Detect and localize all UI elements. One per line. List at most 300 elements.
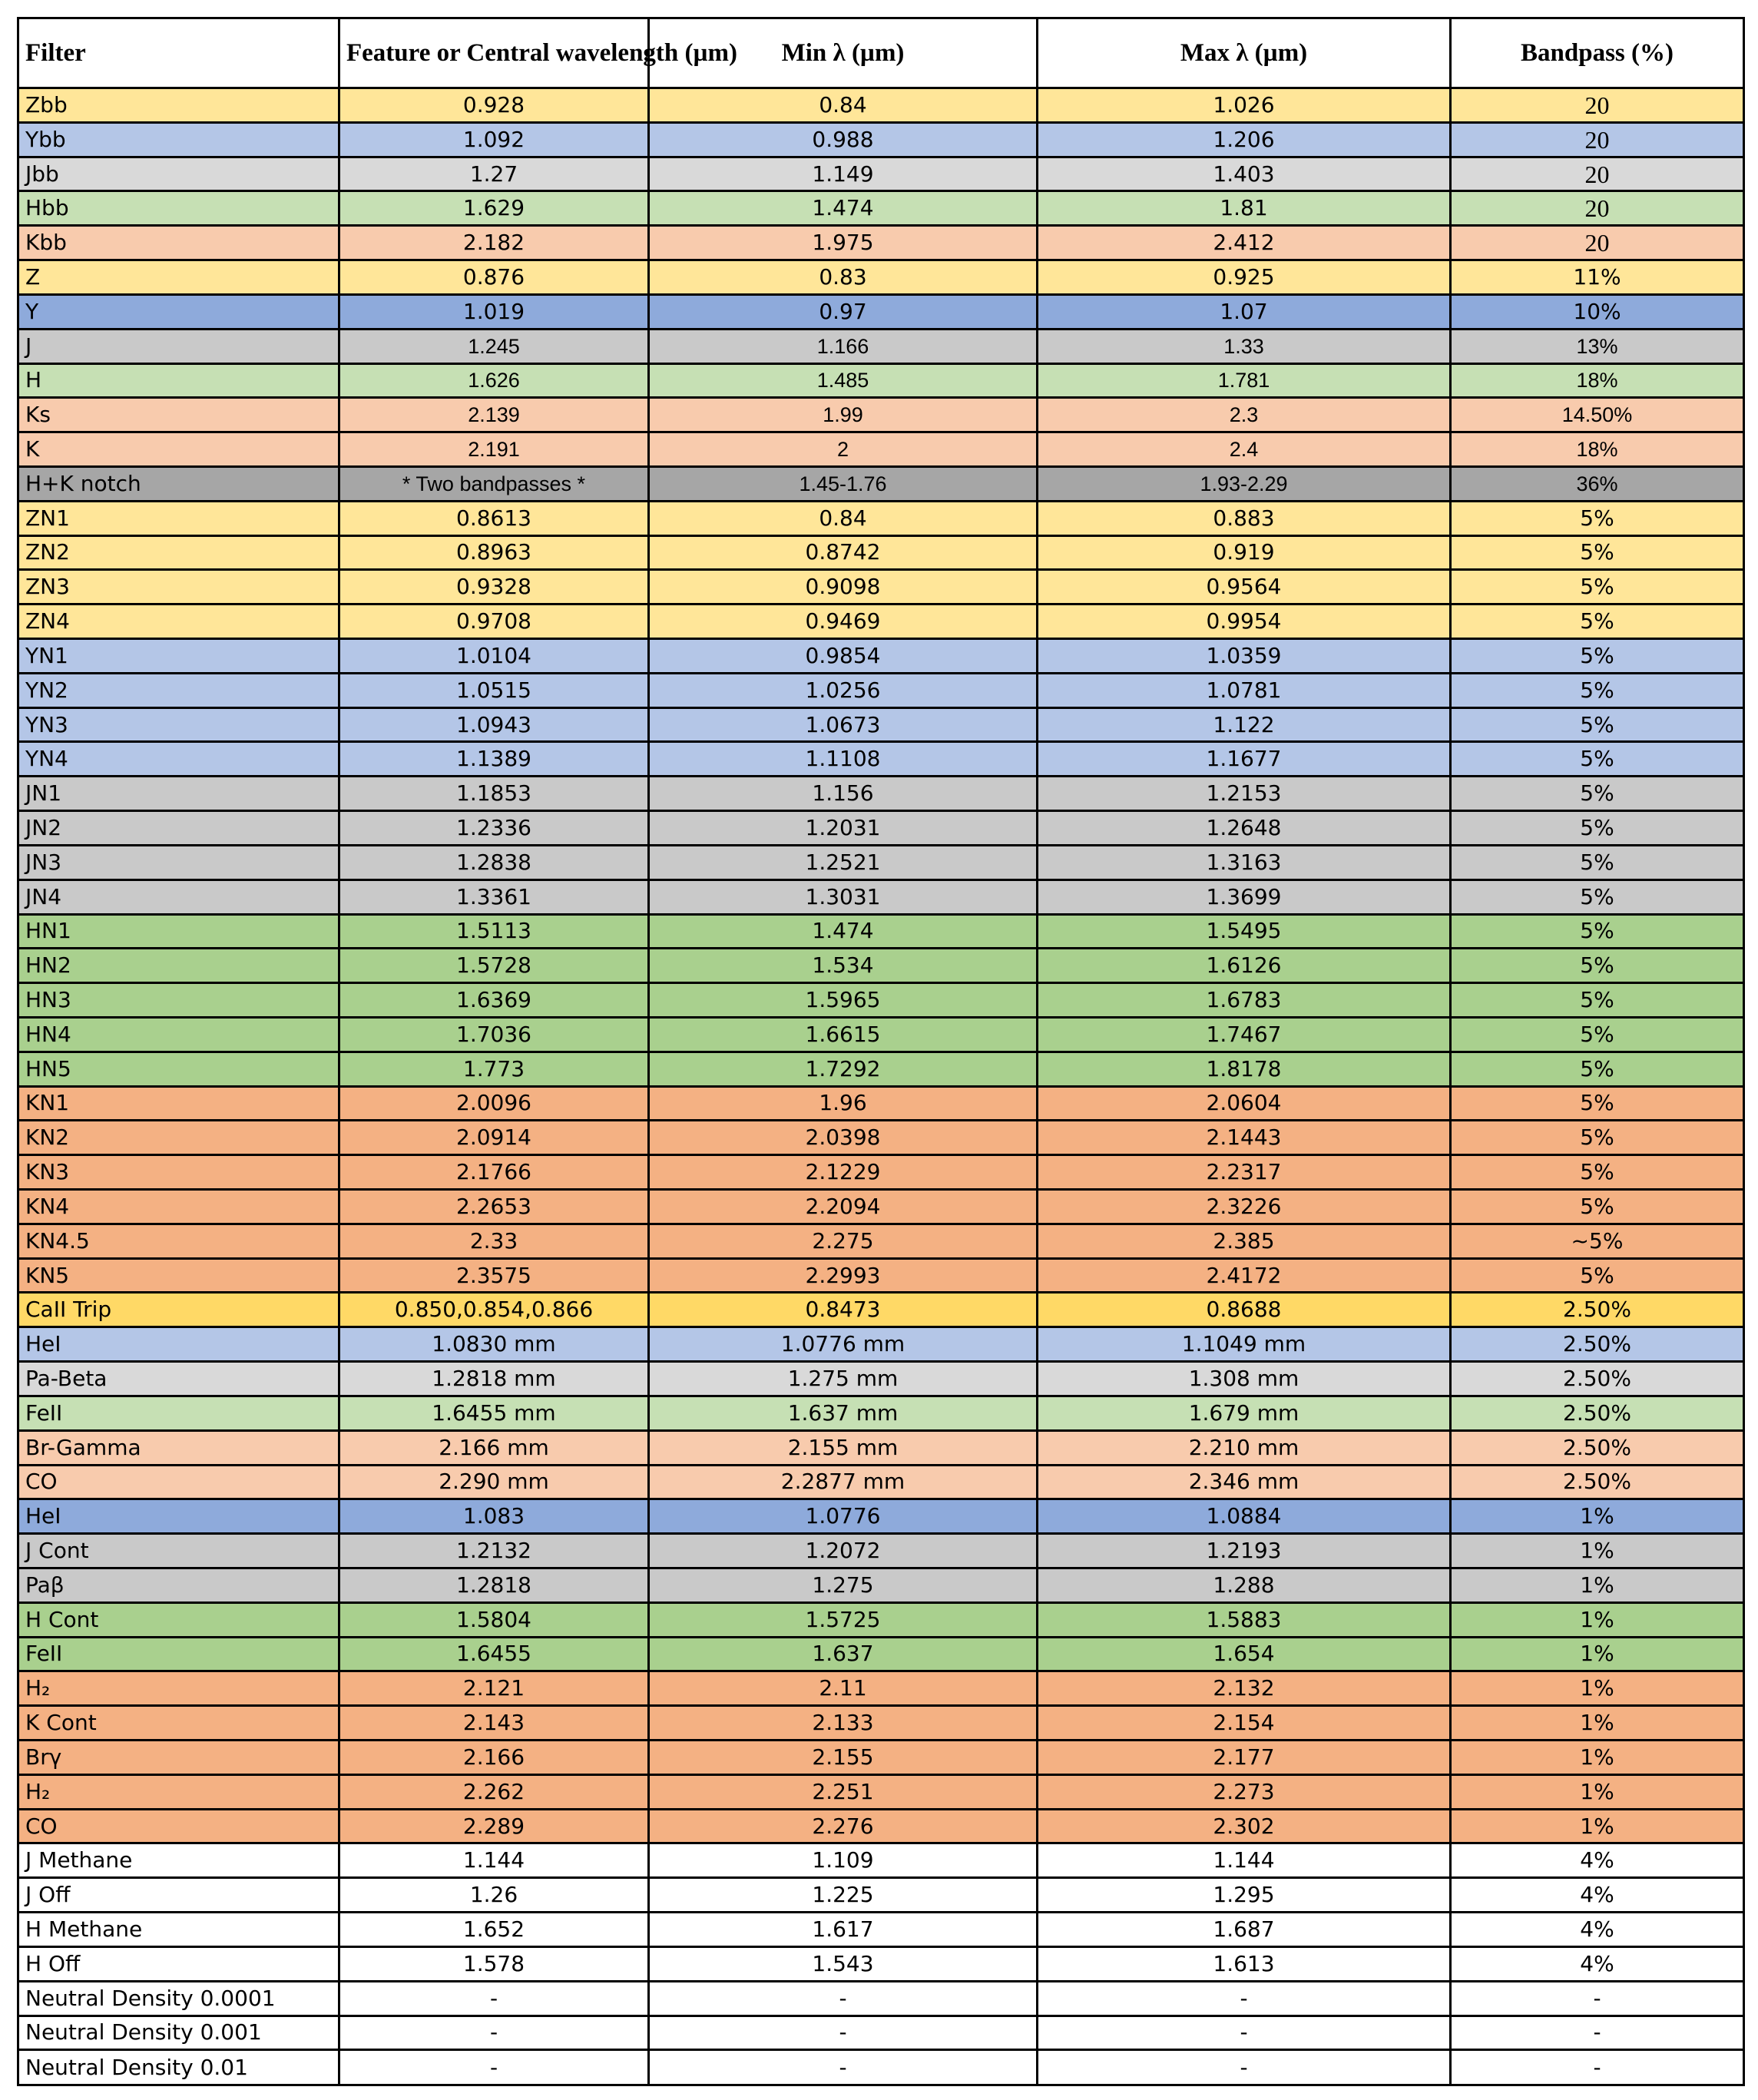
central-wavelength-cell: 2.290 mm xyxy=(339,1465,649,1499)
table-row xyxy=(18,191,1744,226)
min-wavelength-cell: 1.5725 xyxy=(649,1602,1038,1637)
filter-name-cell: H Methane xyxy=(18,1913,339,1947)
table-row xyxy=(18,1602,1744,1637)
max-wavelength-cell: 2.1443 xyxy=(1038,1121,1451,1155)
filter-name-cell: KN4.5 xyxy=(18,1224,339,1258)
max-wavelength-cell: 1.93-2.29 xyxy=(1038,466,1451,501)
filter-name-cell: H xyxy=(18,363,339,398)
min-wavelength-cell: 1.275 xyxy=(649,1568,1038,1602)
max-wavelength-cell: 1.5495 xyxy=(1038,914,1451,949)
header-max-wavelength: Max λ (µm) xyxy=(1038,18,1451,88)
max-wavelength-cell: 2.154 xyxy=(1038,1706,1451,1741)
bandpass-cell: 5% xyxy=(1451,501,1744,535)
central-wavelength-cell: 2.166 mm xyxy=(339,1430,649,1465)
header-bandpass: Bandpass (%) xyxy=(1451,18,1744,88)
central-wavelength-cell: 2.182 xyxy=(339,226,649,260)
bandpass-cell: 20 xyxy=(1451,157,1744,191)
filter-name-cell: CaII Trip xyxy=(18,1293,339,1327)
bandpass-cell: 5% xyxy=(1451,1258,1744,1293)
filter-name-cell: Br-Gamma xyxy=(18,1430,339,1465)
bandpass-cell: 4% xyxy=(1451,1946,1744,1981)
filter-name-cell: FeII xyxy=(18,1637,339,1671)
table-row xyxy=(18,88,1744,123)
min-wavelength-cell: 1.96 xyxy=(649,1086,1038,1121)
table-row xyxy=(18,226,1744,260)
min-wavelength-cell: 1.543 xyxy=(649,1946,1038,1981)
max-wavelength-cell: 1.0359 xyxy=(1038,639,1451,674)
table-row xyxy=(18,777,1744,811)
central-wavelength-cell: 1.652 xyxy=(339,1913,649,1947)
min-wavelength-cell: 1.3031 xyxy=(649,879,1038,914)
central-wavelength-cell: 1.629 xyxy=(339,191,649,226)
max-wavelength-cell: 1.07 xyxy=(1038,294,1451,329)
central-wavelength-cell: 1.5804 xyxy=(339,1602,649,1637)
table-row xyxy=(18,329,1744,363)
min-wavelength-cell: 0.97 xyxy=(649,294,1038,329)
filter-name-cell: HN3 xyxy=(18,983,339,1018)
bandpass-cell: 5% xyxy=(1451,639,1744,674)
central-wavelength-cell: - xyxy=(339,2050,649,2085)
bandpass-cell: 36% xyxy=(1451,466,1744,501)
bandpass-cell: 13% xyxy=(1451,329,1744,363)
min-wavelength-cell: 2.276 xyxy=(649,1809,1038,1843)
bandpass-cell: 1% xyxy=(1451,1534,1744,1568)
filter-name-cell: YN3 xyxy=(18,707,339,742)
central-wavelength-cell: 2.191 xyxy=(339,432,649,467)
min-wavelength-cell: - xyxy=(649,2050,1038,2085)
max-wavelength-cell: 2.3 xyxy=(1038,398,1451,432)
filter-name-cell: ZN2 xyxy=(18,535,339,570)
min-wavelength-cell: 2.251 xyxy=(649,1774,1038,1809)
min-wavelength-cell: 1.1108 xyxy=(649,742,1038,777)
filter-name-cell: Z xyxy=(18,260,339,295)
bandpass-cell: - xyxy=(1451,2050,1744,2085)
table-row xyxy=(18,1293,1744,1327)
min-wavelength-cell: 1.149 xyxy=(649,157,1038,191)
header-central-wavelength: Feature or Central wavelength (µm) xyxy=(339,18,649,88)
table-row xyxy=(18,1946,1744,1981)
filter-name-cell: HN2 xyxy=(18,949,339,983)
central-wavelength-cell: 0.8963 xyxy=(339,535,649,570)
filter-name-cell: CO xyxy=(18,1465,339,1499)
min-wavelength-cell: 1.975 xyxy=(649,226,1038,260)
bandpass-cell: 20 xyxy=(1451,191,1744,226)
central-wavelength-cell: 1.1389 xyxy=(339,742,649,777)
central-wavelength-cell: 1.6369 xyxy=(339,983,649,1018)
table-row xyxy=(18,1671,1744,1706)
filter-name-cell: HeI xyxy=(18,1327,339,1362)
bandpass-cell: 5% xyxy=(1451,570,1744,604)
bandpass-cell: ~5% xyxy=(1451,1224,1744,1258)
min-wavelength-cell: 1.99 xyxy=(649,398,1038,432)
max-wavelength-cell: 0.9954 xyxy=(1038,604,1451,639)
max-wavelength-cell: 1.026 xyxy=(1038,88,1451,123)
min-wavelength-cell: 1.637 mm xyxy=(649,1396,1038,1430)
bandpass-cell: 14.50% xyxy=(1451,398,1744,432)
min-wavelength-cell: 1.0776 mm xyxy=(649,1327,1038,1362)
filter-name-cell: YN2 xyxy=(18,673,339,707)
table-row xyxy=(18,1534,1744,1568)
min-wavelength-cell: 1.156 xyxy=(649,777,1038,811)
filter-name-cell: YN1 xyxy=(18,639,339,674)
bandpass-cell: 20 xyxy=(1451,122,1744,157)
bandpass-cell: 18% xyxy=(1451,363,1744,398)
central-wavelength-cell: 1.2132 xyxy=(339,1534,649,1568)
min-wavelength-cell: 1.225 xyxy=(649,1878,1038,1913)
min-wavelength-cell: 1.0673 xyxy=(649,707,1038,742)
bandpass-cell: 2.50% xyxy=(1451,1362,1744,1396)
central-wavelength-cell: 2.121 xyxy=(339,1671,649,1706)
filter-name-cell: Neutral Density 0.0001 xyxy=(18,1981,339,2016)
bandpass-cell: - xyxy=(1451,1981,1744,2016)
filter-name-cell: Paβ xyxy=(18,1568,339,1602)
bandpass-cell: 5% xyxy=(1451,949,1744,983)
max-wavelength-cell: 1.687 xyxy=(1038,1913,1451,1947)
filter-name-cell: KN2 xyxy=(18,1121,339,1155)
central-wavelength-cell: 1.6455 xyxy=(339,1637,649,1671)
table-row xyxy=(18,879,1744,914)
bandpass-cell: 5% xyxy=(1451,811,1744,846)
central-wavelength-cell: 2.0096 xyxy=(339,1086,649,1121)
filter-name-cell: Neutral Density 0.001 xyxy=(18,2016,339,2050)
filter-name-cell: HN4 xyxy=(18,1017,339,1052)
max-wavelength-cell: 1.1049 mm xyxy=(1038,1327,1451,1362)
min-wavelength-cell: 1.7292 xyxy=(649,1052,1038,1086)
min-wavelength-cell: 0.9098 xyxy=(649,570,1038,604)
central-wavelength-cell: 0.876 xyxy=(339,260,649,295)
table-row xyxy=(18,1809,1744,1843)
max-wavelength-cell: - xyxy=(1038,1981,1451,2016)
filter-name-cell: Neutral Density 0.01 xyxy=(18,2050,339,2085)
bandpass-cell: 5% xyxy=(1451,1017,1744,1052)
max-wavelength-cell: 2.132 xyxy=(1038,1671,1451,1706)
table-row xyxy=(18,1017,1744,1052)
max-wavelength-cell: 1.81 xyxy=(1038,191,1451,226)
filter-name-cell: JN2 xyxy=(18,811,339,846)
table-row xyxy=(18,1121,1744,1155)
filter-name-cell: Hbb xyxy=(18,191,339,226)
min-wavelength-cell: 1.2072 xyxy=(649,1534,1038,1568)
max-wavelength-cell: 1.144 xyxy=(1038,1843,1451,1878)
min-wavelength-cell: 1.5965 xyxy=(649,983,1038,1018)
min-wavelength-cell: 2.155 mm xyxy=(649,1430,1038,1465)
filter-name-cell: ZN3 xyxy=(18,570,339,604)
min-wavelength-cell: 1.6615 xyxy=(649,1017,1038,1052)
central-wavelength-cell: 2.2653 xyxy=(339,1190,649,1224)
max-wavelength-cell: 1.5883 xyxy=(1038,1602,1451,1637)
central-wavelength-cell: 2.1766 xyxy=(339,1155,649,1190)
table-row xyxy=(18,501,1744,535)
filter-name-cell: HN1 xyxy=(18,914,339,949)
max-wavelength-cell: 1.654 xyxy=(1038,1637,1451,1671)
min-wavelength-cell: 0.83 xyxy=(649,260,1038,295)
central-wavelength-cell: 1.27 xyxy=(339,157,649,191)
table-row xyxy=(18,1327,1744,1362)
bandpass-cell: 2.50% xyxy=(1451,1327,1744,1362)
max-wavelength-cell: 1.7467 xyxy=(1038,1017,1451,1052)
filter-name-cell: J xyxy=(18,329,339,363)
filter-name-cell: KN5 xyxy=(18,1258,339,1293)
central-wavelength-cell: 1.2818 mm xyxy=(339,1362,649,1396)
table-row xyxy=(18,1843,1744,1878)
central-wavelength-cell: 1.0515 xyxy=(339,673,649,707)
max-wavelength-cell: 2.273 xyxy=(1038,1774,1451,1809)
bandpass-cell: 2.50% xyxy=(1451,1430,1744,1465)
bandpass-cell: 1% xyxy=(1451,1671,1744,1706)
central-wavelength-cell: 1.626 xyxy=(339,363,649,398)
table-row xyxy=(18,1155,1744,1190)
filter-name-cell: H Cont xyxy=(18,1602,339,1637)
table-row xyxy=(18,914,1744,949)
max-wavelength-cell: 1.613 xyxy=(1038,1946,1451,1981)
filter-name-cell: K Cont xyxy=(18,1706,339,1741)
min-wavelength-cell: 2.275 xyxy=(649,1224,1038,1258)
filter-name-cell: H Off xyxy=(18,1946,339,1981)
bandpass-cell: 1% xyxy=(1451,1499,1744,1534)
min-wavelength-cell: 2.0398 xyxy=(649,1121,1038,1155)
table-row xyxy=(18,1258,1744,1293)
table-row xyxy=(18,1878,1744,1913)
filter-name-cell: J Cont xyxy=(18,1534,339,1568)
table-row xyxy=(18,639,1744,674)
central-wavelength-cell: 2.33 xyxy=(339,1224,649,1258)
central-wavelength-cell: 1.1853 xyxy=(339,777,649,811)
table-row xyxy=(18,1637,1744,1671)
max-wavelength-cell: 0.8688 xyxy=(1038,1293,1451,1327)
table-row xyxy=(18,157,1744,191)
max-wavelength-cell: 1.295 xyxy=(1038,1878,1451,1913)
bandpass-cell: 1% xyxy=(1451,1568,1744,1602)
min-wavelength-cell: 0.8473 xyxy=(649,1293,1038,1327)
min-wavelength-cell: 0.84 xyxy=(649,88,1038,123)
bandpass-cell: 5% xyxy=(1451,914,1744,949)
table-row xyxy=(18,260,1744,295)
max-wavelength-cell: 1.308 mm xyxy=(1038,1362,1451,1396)
max-wavelength-cell: 2.4172 xyxy=(1038,1258,1451,1293)
filter-name-cell: Zbb xyxy=(18,88,339,123)
min-wavelength-cell: 1.2521 xyxy=(649,845,1038,879)
bandpass-cell: 1% xyxy=(1451,1741,1744,1775)
bandpass-cell: 5% xyxy=(1451,1052,1744,1086)
filter-name-cell: CO xyxy=(18,1809,339,1843)
central-wavelength-cell: 0.9328 xyxy=(339,570,649,604)
bandpass-cell: 5% xyxy=(1451,742,1744,777)
bandpass-cell: 5% xyxy=(1451,535,1744,570)
max-wavelength-cell: 2.210 mm xyxy=(1038,1430,1451,1465)
bandpass-cell: 5% xyxy=(1451,707,1744,742)
bandpass-cell: 2.50% xyxy=(1451,1465,1744,1499)
bandpass-cell: 5% xyxy=(1451,983,1744,1018)
filter-name-cell: H₂ xyxy=(18,1774,339,1809)
min-wavelength-cell: 1.637 xyxy=(649,1637,1038,1671)
filter-name-cell: Brγ xyxy=(18,1741,339,1775)
table-row xyxy=(18,604,1744,639)
filter-name-cell: Pa-Beta xyxy=(18,1362,339,1396)
table-row xyxy=(18,1774,1744,1809)
min-wavelength-cell: 0.84 xyxy=(649,501,1038,535)
bandpass-cell: 1% xyxy=(1451,1809,1744,1843)
table-row xyxy=(18,1086,1744,1121)
min-wavelength-cell: 1.45-1.76 xyxy=(649,466,1038,501)
table-row xyxy=(18,949,1744,983)
central-wavelength-cell: 1.2838 xyxy=(339,845,649,879)
min-wavelength-cell: 1.166 xyxy=(649,329,1038,363)
min-wavelength-cell: 2.133 xyxy=(649,1706,1038,1741)
central-wavelength-cell: 1.0830 mm xyxy=(339,1327,649,1362)
filter-name-cell: KN3 xyxy=(18,1155,339,1190)
max-wavelength-cell: 1.2193 xyxy=(1038,1534,1451,1568)
min-wavelength-cell: 1.0776 xyxy=(649,1499,1038,1534)
bandpass-cell: 5% xyxy=(1451,673,1744,707)
central-wavelength-cell: 1.3361 xyxy=(339,879,649,914)
min-wavelength-cell: 2.11 xyxy=(649,1671,1038,1706)
table-row xyxy=(18,1981,1744,2016)
max-wavelength-cell: 1.0884 xyxy=(1038,1499,1451,1534)
central-wavelength-cell: 2.262 xyxy=(339,1774,649,1809)
central-wavelength-cell: 1.773 xyxy=(339,1052,649,1086)
bandpass-cell: 5% xyxy=(1451,1155,1744,1190)
central-wavelength-cell: 1.6455 mm xyxy=(339,1396,649,1430)
bandpass-cell: 2.50% xyxy=(1451,1293,1744,1327)
table-row xyxy=(18,1052,1744,1086)
max-wavelength-cell: 2.2317 xyxy=(1038,1155,1451,1190)
filter-name-cell: Y xyxy=(18,294,339,329)
bandpass-cell: 1% xyxy=(1451,1706,1744,1741)
max-wavelength-cell: 1.3699 xyxy=(1038,879,1451,914)
max-wavelength-cell: 1.2153 xyxy=(1038,777,1451,811)
filter-name-cell: JN1 xyxy=(18,777,339,811)
max-wavelength-cell: 1.2648 xyxy=(1038,811,1451,846)
min-wavelength-cell: 1.275 mm xyxy=(649,1362,1038,1396)
central-wavelength-cell: 0.928 xyxy=(339,88,649,123)
filter-name-cell: K xyxy=(18,432,339,467)
filter-name-cell: Ybb xyxy=(18,122,339,157)
central-wavelength-cell: 1.0943 xyxy=(339,707,649,742)
filter-name-cell: JN4 xyxy=(18,879,339,914)
max-wavelength-cell: 2.385 xyxy=(1038,1224,1451,1258)
filter-name-cell: KN4 xyxy=(18,1190,339,1224)
max-wavelength-cell: 1.288 xyxy=(1038,1568,1451,1602)
filter-name-cell: KN1 xyxy=(18,1086,339,1121)
max-wavelength-cell: 2.346 mm xyxy=(1038,1465,1451,1499)
filter-name-cell: HN5 xyxy=(18,1052,339,1086)
bandpass-cell: 2.50% xyxy=(1451,1396,1744,1430)
max-wavelength-cell: 2.4 xyxy=(1038,432,1451,467)
max-wavelength-cell: 1.122 xyxy=(1038,707,1451,742)
table-row xyxy=(18,432,1744,467)
bandpass-cell: 5% xyxy=(1451,604,1744,639)
min-wavelength-cell: 2.2094 xyxy=(649,1190,1038,1224)
max-wavelength-cell: - xyxy=(1038,2016,1451,2050)
max-wavelength-cell: 2.302 xyxy=(1038,1809,1451,1843)
table-row xyxy=(18,983,1744,1018)
filter-name-cell: H+K notch xyxy=(18,466,339,501)
max-wavelength-cell: 2.3226 xyxy=(1038,1190,1451,1224)
min-wavelength-cell: 1.534 xyxy=(649,949,1038,983)
table-row xyxy=(18,1913,1744,1947)
table-row xyxy=(18,811,1744,846)
table-row xyxy=(18,398,1744,432)
filter-name-cell: H₂ xyxy=(18,1671,339,1706)
min-wavelength-cell: - xyxy=(649,1981,1038,2016)
table-row xyxy=(18,1396,1744,1430)
central-wavelength-cell: 2.289 xyxy=(339,1809,649,1843)
table-row xyxy=(18,122,1744,157)
central-wavelength-cell: 2.0914 xyxy=(339,1121,649,1155)
table-row xyxy=(18,1190,1744,1224)
min-wavelength-cell: 2.2993 xyxy=(649,1258,1038,1293)
central-wavelength-cell: 1.245 xyxy=(339,329,649,363)
central-wavelength-cell: 0.8613 xyxy=(339,501,649,535)
central-wavelength-cell: 2.139 xyxy=(339,398,649,432)
bandpass-cell: 11% xyxy=(1451,260,1744,295)
bandpass-cell: 5% xyxy=(1451,777,1744,811)
central-wavelength-cell: 1.019 xyxy=(339,294,649,329)
table-row xyxy=(18,845,1744,879)
table-row xyxy=(18,1741,1744,1775)
central-wavelength-cell: 1.2336 xyxy=(339,811,649,846)
central-wavelength-cell: 1.083 xyxy=(339,1499,649,1534)
central-wavelength-cell: 1.7036 xyxy=(339,1017,649,1052)
table-row xyxy=(18,742,1744,777)
table-row xyxy=(18,570,1744,604)
max-wavelength-cell: 0.919 xyxy=(1038,535,1451,570)
min-wavelength-cell: 0.9469 xyxy=(649,604,1038,639)
bandpass-cell: 5% xyxy=(1451,879,1744,914)
central-wavelength-cell: - xyxy=(339,2016,649,2050)
min-wavelength-cell: 2 xyxy=(649,432,1038,467)
table-row xyxy=(18,1224,1744,1258)
min-wavelength-cell: 1.617 xyxy=(649,1913,1038,1947)
filter-name-cell: Kbb xyxy=(18,226,339,260)
central-wavelength-cell: * Two bandpasses * xyxy=(339,466,649,501)
table-header xyxy=(18,18,1744,88)
central-wavelength-cell: 0.9708 xyxy=(339,604,649,639)
filter-name-cell: ZN1 xyxy=(18,501,339,535)
bandpass-cell: 18% xyxy=(1451,432,1744,467)
header-row xyxy=(18,18,1744,88)
central-wavelength-cell: 2.143 xyxy=(339,1706,649,1741)
min-wavelength-cell: - xyxy=(649,2016,1038,2050)
table-row xyxy=(18,2016,1744,2050)
filter-name-cell: J Methane xyxy=(18,1843,339,1878)
table-row xyxy=(18,1362,1744,1396)
central-wavelength-cell: 1.2818 xyxy=(339,1568,649,1602)
min-wavelength-cell: 1.0256 xyxy=(649,673,1038,707)
filter-name-cell: HeI xyxy=(18,1499,339,1534)
table-row xyxy=(18,535,1744,570)
min-wavelength-cell: 0.8742 xyxy=(649,535,1038,570)
min-wavelength-cell: 1.485 xyxy=(649,363,1038,398)
max-wavelength-cell: 0.925 xyxy=(1038,260,1451,295)
central-wavelength-cell: 1.5113 xyxy=(339,914,649,949)
central-wavelength-cell: - xyxy=(339,1981,649,2016)
table-body xyxy=(18,88,1744,2085)
table-row xyxy=(18,2050,1744,2085)
max-wavelength-cell: 1.33 xyxy=(1038,329,1451,363)
max-wavelength-cell: 1.0781 xyxy=(1038,673,1451,707)
filter-table xyxy=(17,17,1745,2086)
table-row xyxy=(18,1430,1744,1465)
max-wavelength-cell: 1.6126 xyxy=(1038,949,1451,983)
max-wavelength-cell: 1.3163 xyxy=(1038,845,1451,879)
filter-name-cell: JN3 xyxy=(18,845,339,879)
bandpass-cell: - xyxy=(1451,2016,1744,2050)
bandpass-cell: 20 xyxy=(1451,88,1744,123)
bandpass-cell: 1% xyxy=(1451,1602,1744,1637)
min-wavelength-cell: 1.474 xyxy=(649,191,1038,226)
table-row xyxy=(18,1499,1744,1534)
